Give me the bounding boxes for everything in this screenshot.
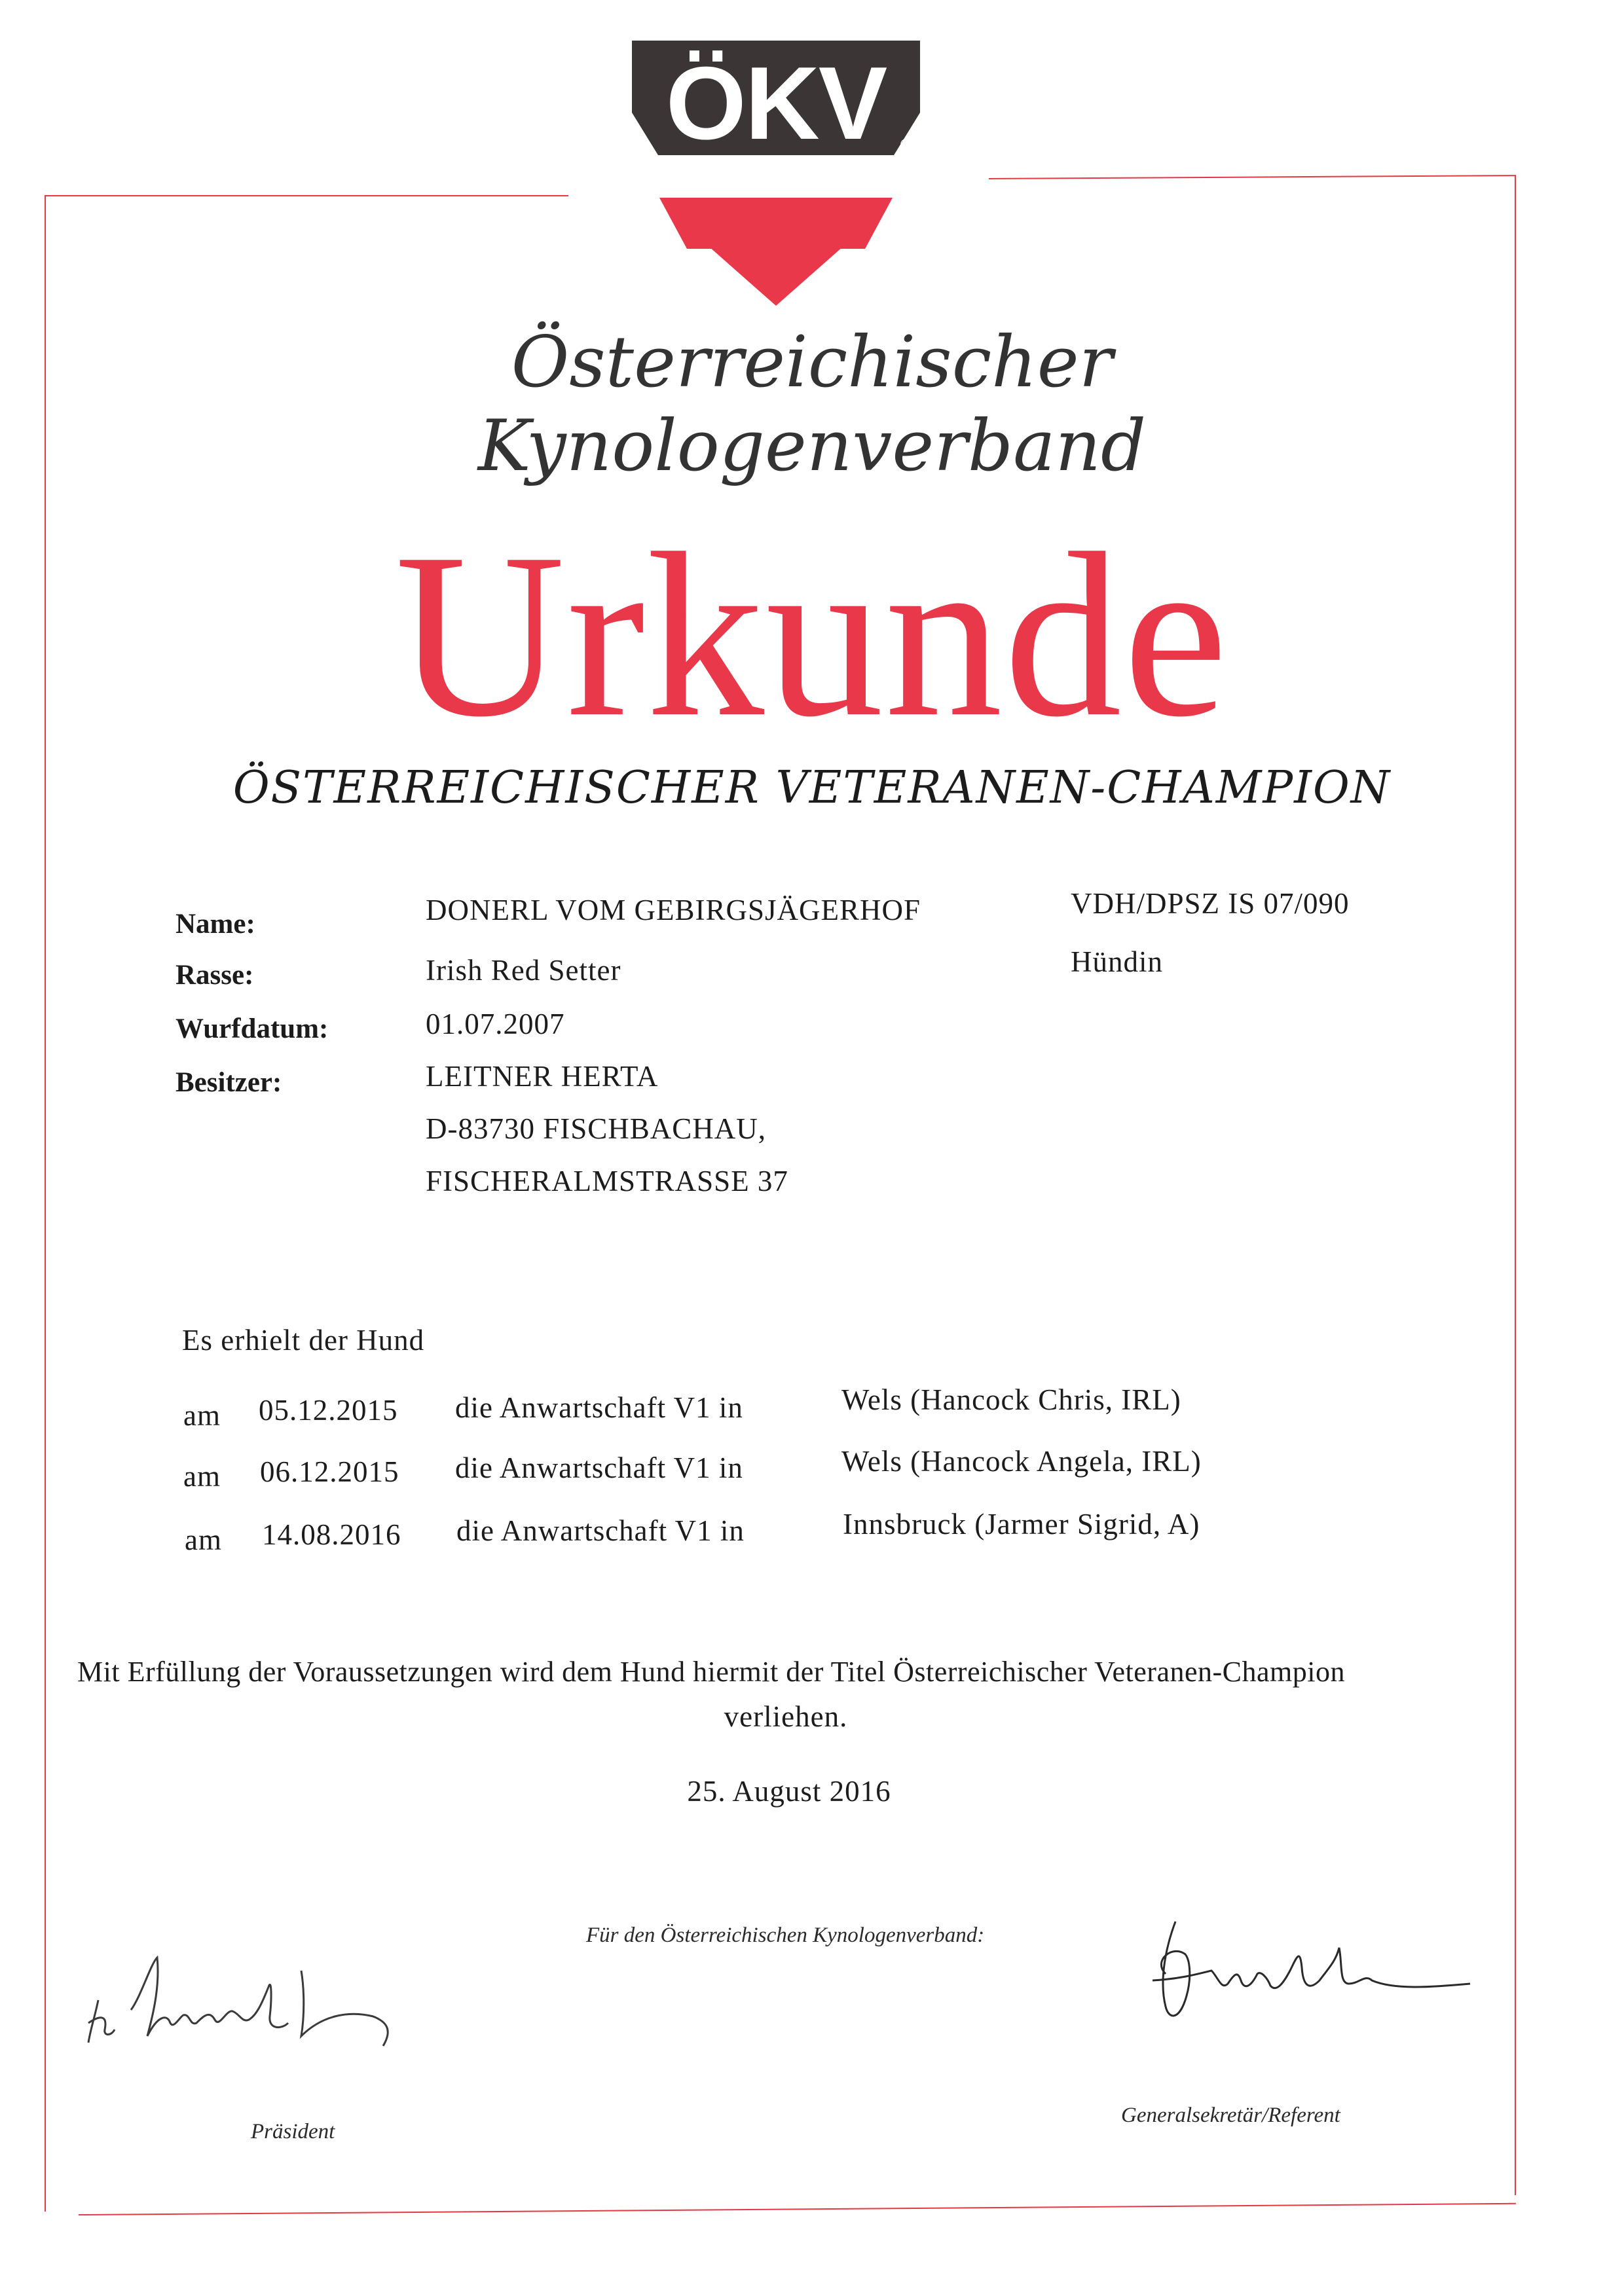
document-subtitle: ÖSTERREICHISCHER VETERANEN-CHAMPION [232, 762, 1392, 814]
frame-bottom [79, 2203, 1516, 2215]
dog-breed: Irish Red Setter [426, 954, 621, 987]
logo-red-triangle [709, 247, 843, 306]
award-date: 14.08.2016 [262, 1518, 401, 1551]
conclusion-line2: verliehen. [724, 1700, 848, 1733]
logo-registered-mark: ® [900, 137, 910, 152]
secretary-role: Generalsekretär/Referent [1121, 2104, 1340, 2127]
dog-registration: VDH/DPSZ IS 07/090 [1071, 887, 1350, 920]
org-name-line1: Österreichischer [511, 321, 1113, 403]
award-place: Innsbruck (Jarmer Sigrid, A) [843, 1508, 1200, 1540]
dog-sex: Hündin [1071, 945, 1163, 978]
signatory-label: Für den Österreichischen Kynologenverband: [586, 1923, 985, 1947]
award-text: die Anwartschaft V1 in [455, 1391, 743, 1424]
dog-name: DONERL VOM GEBIRGSJÄGERHOF [426, 894, 921, 926]
issue-date: 25. August 2016 [687, 1775, 891, 1808]
owner-address-line1: D-83730 FISCHBACHAU, [426, 1112, 767, 1145]
awards-intro: Es erhielt der Hund [182, 1324, 425, 1357]
secretary-signature [1113, 1908, 1480, 2052]
name-label: Name: [175, 909, 255, 939]
president-role: Präsident [251, 2120, 335, 2143]
award-place: Wels (Hancock Chris, IRL) [841, 1383, 1181, 1416]
dog-birth-date: 01.07.2007 [426, 1008, 565, 1040]
conclusion-line1: Mit Erfüllung der Voraussetzungen wird dem Hund hiermit der Titel Österreichischer Veteranen-Champion [77, 1656, 1345, 1688]
award-prefix: am [183, 1460, 221, 1493]
frame-top-right [989, 175, 1516, 179]
president-signature [85, 1938, 439, 2062]
award-date: 06.12.2015 [260, 1455, 399, 1488]
owner-label: Besitzer: [175, 1067, 282, 1098]
award-prefix: am [183, 1399, 221, 1432]
frame-left [45, 195, 46, 2212]
award-text: die Anwartschaft V1 in [456, 1514, 745, 1547]
award-place: Wels (Hancock Angela, IRL) [841, 1445, 1202, 1478]
owner-address-line2: FISCHERALMSTRASSE 37 [426, 1165, 788, 1197]
org-name-line2: Kynologenverband [477, 405, 1147, 487]
document-title: Urkunde [395, 504, 1229, 765]
logo-white-band [648, 157, 904, 196]
award-text: die Anwartschaft V1 in [455, 1451, 743, 1484]
birth-date-label: Wurfdatum: [175, 1013, 329, 1044]
owner-name: LEITNER HERTA [426, 1060, 659, 1093]
frame-top-left [45, 195, 568, 196]
okv-logo [625, 41, 927, 316]
award-prefix: am [185, 1523, 222, 1556]
breed-label: Rasse: [175, 960, 254, 991]
logo-text: ÖKV [665, 46, 887, 161]
award-date: 05.12.2015 [259, 1394, 398, 1427]
logo-red-band [659, 198, 893, 249]
